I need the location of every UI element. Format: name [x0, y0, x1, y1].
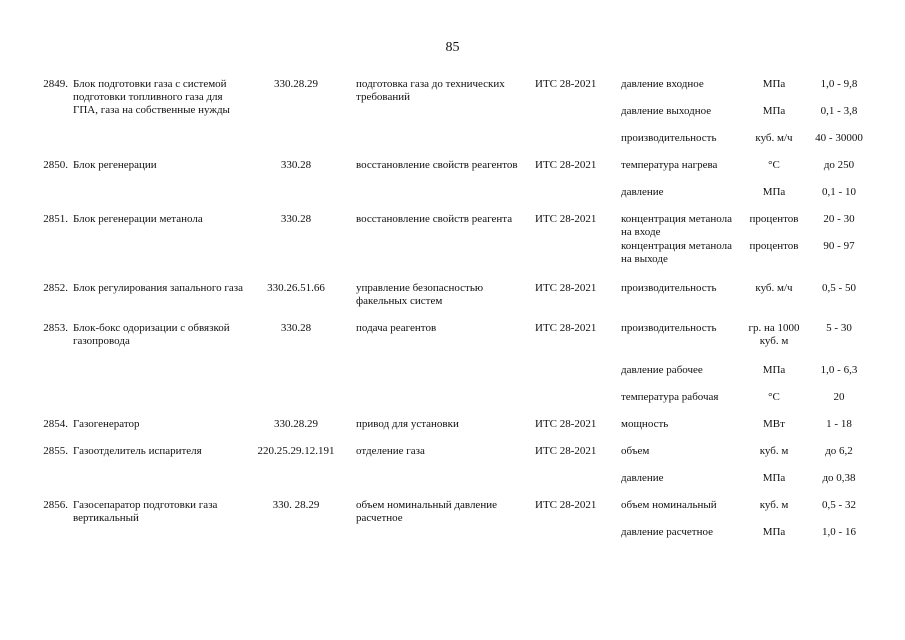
parameter-name: объем — [621, 445, 650, 457]
row-number: 2854. — [43, 418, 68, 430]
parameter-name: концентрация метанола на входе — [621, 213, 733, 238]
its-reference: ИТС 28-2021 — [535, 159, 597, 171]
equipment-name: Блок регенерации — [73, 159, 157, 171]
parameter-unit: МПа — [762, 364, 786, 376]
equipment-name: Газоотделитель испарителя — [73, 445, 202, 457]
equipment-name: Блок регенерации метанола — [73, 213, 203, 225]
parameter-unit: МПа — [762, 186, 786, 198]
parameter-unit: МПа — [762, 105, 786, 117]
row-number: 2849. — [43, 78, 68, 90]
parameter-range: 20 — [833, 391, 845, 403]
row-number: 2856. — [43, 499, 68, 511]
its-reference: ИТС 28-2021 — [535, 78, 597, 90]
row-number: 2853. — [43, 322, 68, 334]
parameter-name: мощность — [621, 418, 669, 430]
parameter-unit: куб. м/ч — [755, 132, 793, 144]
parameter-unit: МВт — [763, 418, 785, 430]
parameter-unit: МПа — [762, 78, 786, 90]
parameter-name: давление входное — [621, 78, 704, 90]
parameter-unit: процентов — [749, 240, 799, 252]
parameter-name: производительность — [621, 322, 717, 334]
parameter-unit: куб. м — [759, 445, 789, 457]
parameter-name: объем номинальный — [621, 499, 717, 511]
parameter-unit: °С — [768, 159, 780, 171]
parameter-range: до 0,38 — [822, 472, 856, 484]
parameter-range: 1,0 - 16 — [822, 526, 856, 538]
page-number: 85 — [445, 40, 460, 55]
parameter-unit: куб. м — [759, 499, 789, 511]
parameter-name: температура нагрева — [621, 159, 718, 171]
equipment-name: Газогенератор — [73, 418, 140, 430]
equipment-purpose: объем номинальный давление расчетное — [356, 499, 497, 524]
parameter-name: давление — [621, 186, 664, 198]
okpd-code: 220.25.29.12.191 — [257, 445, 335, 457]
parameter-name: производительность — [621, 282, 717, 294]
its-reference: ИТС 28-2021 — [535, 282, 597, 294]
parameter-range: 0,1 - 3,8 — [820, 105, 858, 117]
equipment-name: Блок подготовки газа с системой подготовки топливного газа для ГПА, газа на собственные нужды — [73, 78, 230, 116]
equipment-purpose: восстановление свойств реагента — [356, 213, 513, 225]
its-reference: ИТС 28-2021 — [535, 322, 597, 334]
parameter-range: 0,1 - 10 — [822, 186, 856, 198]
parameter-name: давление выходное — [621, 105, 712, 117]
parameter-unit: гр. на 1000 куб. м — [748, 322, 800, 347]
parameter-range: 1 - 18 — [826, 418, 852, 430]
parameter-range: до 250 — [823, 159, 855, 171]
parameter-unit: МПа — [762, 472, 786, 484]
equipment-name: Блок регулирования запального газа — [73, 282, 244, 294]
okpd-code: 330.28 — [280, 322, 312, 334]
equipment-purpose: восстановление свойств реагентов — [356, 159, 518, 171]
equipment-purpose: управление безопасностью факельных систем — [356, 282, 484, 307]
parameter-range: 90 - 97 — [823, 240, 855, 252]
equipment-name: Блок-бокс одоризации с обвязкой газопровода — [73, 322, 230, 347]
parameter-range: 1,0 - 9,8 — [820, 78, 858, 90]
okpd-code: 330.28 — [280, 213, 312, 225]
parameter-name: давление расчетное — [621, 526, 713, 538]
parameter-unit: куб. м/ч — [755, 282, 793, 294]
equipment-purpose: подготовка газа до технических требований — [356, 78, 505, 103]
its-reference: ИТС 28-2021 — [535, 213, 597, 225]
parameter-name: температура рабочая — [621, 391, 719, 403]
equipment-name: Газосепаратор подготовки газа вертикальный — [73, 499, 218, 524]
equipment-purpose: привод для установки — [356, 418, 459, 430]
parameter-range: 0,5 - 32 — [822, 499, 856, 511]
its-reference: ИТС 28-2021 — [535, 499, 597, 511]
parameter-range: 0,5 - 50 — [822, 282, 856, 294]
equipment-purpose: отделение газа — [356, 445, 425, 457]
parameter-unit: МПа — [762, 526, 786, 538]
okpd-code: 330.26.51.66 — [267, 282, 325, 294]
parameter-unit: процентов — [749, 213, 799, 225]
parameter-unit: °С — [768, 391, 780, 403]
parameter-range: 20 - 30 — [823, 213, 855, 225]
parameter-name: производительность — [621, 132, 717, 144]
row-number: 2855. — [43, 445, 68, 457]
okpd-code: 330.28.29 — [274, 418, 318, 430]
parameter-name: концентрация метанола на выходе — [621, 240, 733, 265]
parameter-name: давление — [621, 472, 664, 484]
okpd-code: 330.28 — [280, 159, 312, 171]
its-reference: ИТС 28-2021 — [535, 418, 597, 430]
parameter-range: 40 - 30000 — [815, 132, 863, 144]
okpd-code: 330. 28.29 — [272, 499, 320, 511]
row-number: 2851. — [43, 213, 68, 225]
row-number: 2850. — [43, 159, 68, 171]
parameter-range: 5 - 30 — [826, 322, 852, 334]
parameter-range: 1,0 - 6,3 — [820, 364, 858, 376]
its-reference: ИТС 28-2021 — [535, 445, 597, 457]
okpd-code: 330.28.29 — [274, 78, 318, 90]
parameter-name: давление рабочее — [621, 364, 703, 376]
row-number: 2852. — [43, 282, 68, 294]
equipment-purpose: подача реагентов — [356, 322, 437, 334]
parameter-range: до 6,2 — [825, 445, 853, 457]
